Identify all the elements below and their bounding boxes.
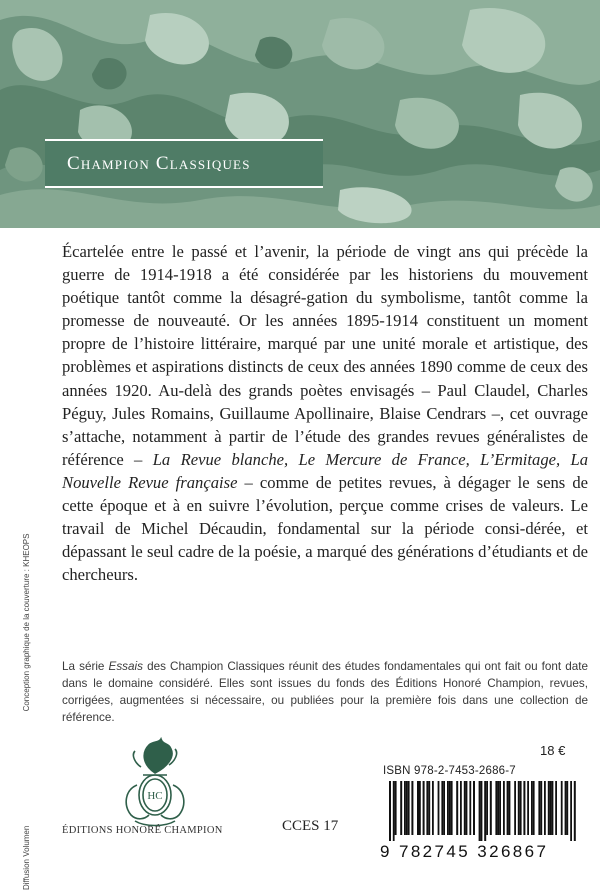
barcode-bar	[428, 781, 430, 835]
barcode-bar	[417, 781, 419, 835]
description-start: Écartelée entre le passé et l’avenir, la période de vingt ans qui précède la guerre de 1914-1918 a été considérée par les historiens du mouvement poétique tantôt comme la désagré-gation du symbolisme, tantôt comme la promesse de nouveauté. Or les années 1895-1914 constituent un moment propre de l’histoire littéraire, marqué par une unité morale et artistique, des problèmes et aspirations distincts de ceux des années 1890 comme de ceux des années 1920. Au-delà des grands poètes envisagés – Paul Claudel, Charles Péguy, Jules Romains, Guillaume Apollinaire, Blaise Cendrars –, cet ouvrage s’attache, notamment à partir de l’étude des grandes revues généralistes de référence –	[62, 242, 588, 469]
barcode-bar	[538, 781, 540, 835]
barcode-bar	[544, 781, 546, 835]
barcode-bar	[561, 781, 563, 835]
barcode-bar	[451, 781, 453, 835]
barcode-bar	[551, 781, 553, 835]
barcode-bar	[411, 781, 413, 835]
distribution-credit: Diffusion Volumen	[22, 825, 31, 890]
barcode-bar	[523, 781, 525, 835]
barcode-bar	[479, 781, 481, 841]
barcode-bar	[531, 781, 533, 835]
barcode-bar	[565, 781, 567, 835]
barcode-bar	[495, 781, 497, 835]
barcode-bar	[393, 781, 395, 841]
barcode-bar	[527, 781, 529, 835]
barcode-bar	[555, 781, 557, 835]
barcode-bar	[408, 781, 410, 835]
publisher-logo	[105, 735, 205, 831]
publisher-name: ÉDITIONS HONORÉ CHAMPION	[62, 825, 223, 836]
series-banner	[45, 139, 323, 188]
barcode-bar	[574, 781, 576, 841]
barcode-bar	[443, 781, 445, 835]
barcode-bar	[419, 781, 421, 835]
barcode-bar	[432, 781, 434, 835]
isbn: ISBN 978-2-7453-2686-7	[383, 765, 516, 777]
barcode-bar	[404, 781, 406, 835]
barcode-bar	[520, 781, 522, 835]
barcode-bar	[464, 781, 466, 835]
barcode	[383, 781, 591, 841]
barcode-bar	[438, 781, 440, 835]
cover-design-credit: Conception graphique de la couverture : KHEOPS	[22, 533, 31, 712]
barcode-bar	[460, 781, 462, 835]
barcode-bar	[548, 781, 550, 835]
barcode-bar	[570, 781, 572, 841]
marbled-cover-pattern	[0, 0, 600, 228]
barcode-bar	[481, 781, 483, 841]
barcode-digits: 9 782745 326867	[380, 842, 549, 861]
barcode-bar	[509, 781, 511, 835]
series-title: Champion Classiques	[67, 152, 251, 174]
barcode-bar	[400, 781, 402, 835]
barcode-bar	[447, 781, 449, 835]
barcode-bar	[533, 781, 535, 835]
barcode-bar	[423, 781, 425, 835]
barcode-bar	[473, 781, 475, 835]
series-note	[62, 658, 588, 726]
book-description	[62, 240, 588, 586]
reference-code: CCES 17	[282, 818, 339, 834]
barcode-bar	[395, 781, 397, 835]
barcode-bar	[490, 781, 492, 835]
series-note-name: Essais	[108, 660, 143, 673]
description-italic-titles: La Revue blanche, Le Mercure de France, L’Ermitage, La Nouvelle Revue française	[62, 449, 588, 492]
barcode-bar	[503, 781, 505, 835]
barcode-bar	[497, 781, 499, 835]
barcode-bar	[566, 781, 568, 835]
barcode-bar	[484, 781, 486, 841]
barcode-bar	[514, 781, 516, 835]
barcode-bar	[469, 781, 471, 835]
barcode-bar	[449, 781, 451, 835]
barcode-bar	[441, 781, 443, 835]
series-note-text: des Champion Classiques réunit des études fondamentales qui ont fait ou font date dans le domaine considéré. Elles sont issues du fonds des Éditions Honoré Champion, revues, corrigées, augmentées si nécessaire, ou publiées pour la première fois dans une collection de référence.	[62, 660, 589, 724]
vertical-credits	[22, 508, 31, 890]
barcode-bar	[507, 781, 509, 835]
barcode-bar	[540, 781, 542, 835]
barcode-bar	[389, 781, 391, 841]
barcode-bar	[550, 781, 552, 835]
description-end: – comme de petites revues, à dégager le sens de cette époque et à en suivre l’évolution, perçue comme crises de valeurs. Le travail de Michel Décaudin, fondamental sur la période consi-dérée, et dépassant le seul cadre de la poésie, a marqué des générations d’étudiants et de chercheurs.	[62, 472, 589, 585]
barcode-bar	[426, 781, 428, 835]
barcode-bar	[518, 781, 520, 835]
barcode-bar	[466, 781, 468, 835]
barcode-bar	[456, 781, 458, 835]
logo-monogram: HC	[147, 790, 163, 802]
barcode-bar	[406, 781, 408, 835]
price: 18 €	[540, 743, 566, 758]
barcode-bar	[486, 781, 488, 835]
series-note-prefix: La série	[62, 660, 109, 673]
barcode-bar	[499, 781, 501, 835]
